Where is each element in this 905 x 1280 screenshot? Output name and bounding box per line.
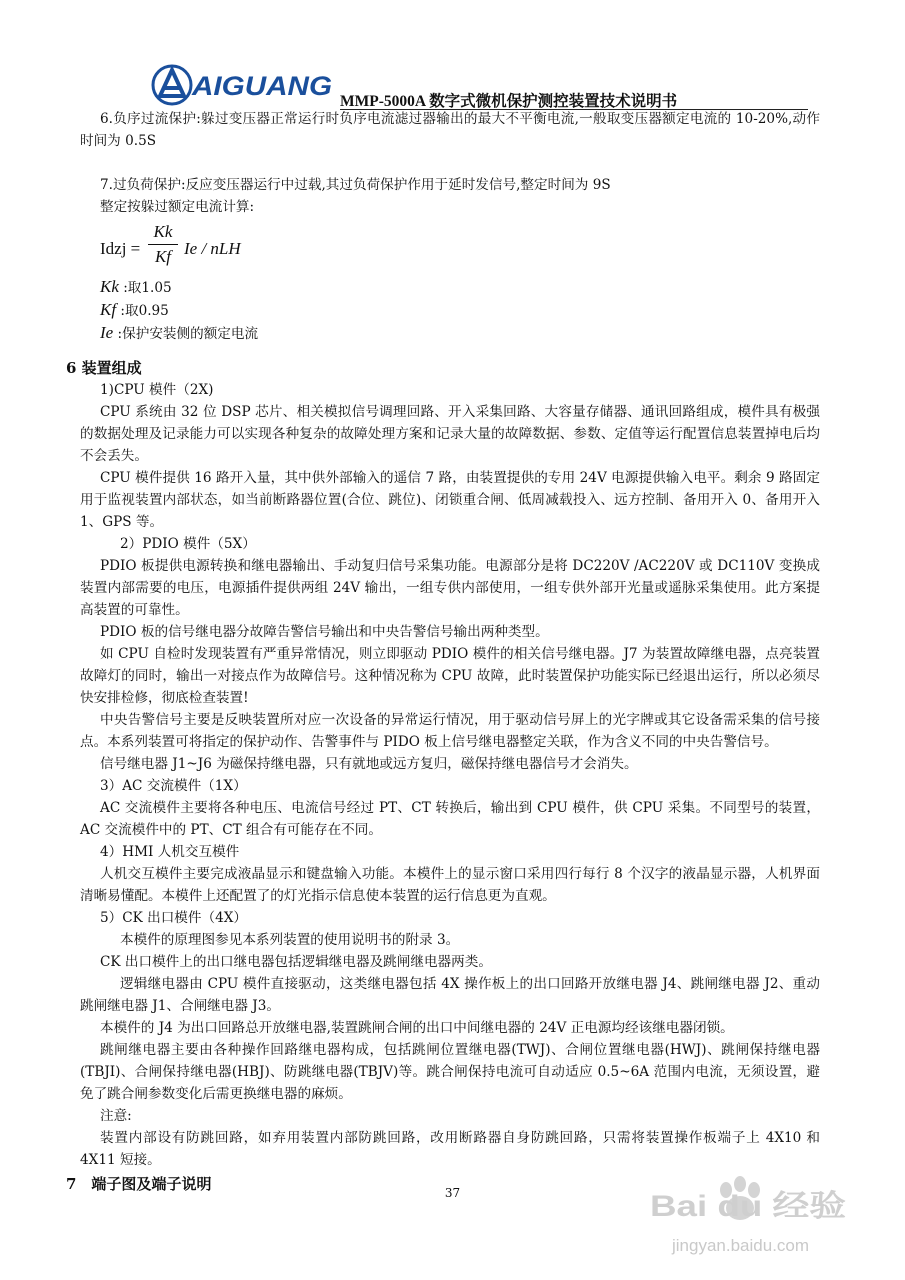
paragraph-pdio-5: 信号继电器 J1~J6 为磁保持继电器，只有就地或远方复归，磁保持继电器信号才会消失。 (100, 756, 638, 772)
paragraph-ck-3: 逻辑继电器由 CPU 模件直接驱动，这类继电器包括 4X 操作板上的出口回路开放继电器 J4、跳闸继电器 J2、重动跳闸继电器 J1、合闸继电器 J3。 (80, 976, 820, 1014)
logo-text: AIGUANG (190, 71, 332, 101)
paragraph-pdio-1: PDIO 板提供电源转换和继电器输出、手动复归信号采集功能。电源部分是将 DC220V /AC220V 或 DC110V 变换成装置内部需要的电压，电源插件提供两组 24V 输出，一组专供内部使用，一组专供外部开光量或遥脉采集使用。此方案提高装置的可靠性。 (80, 558, 820, 618)
variable-kf-symbol: Kf (100, 300, 117, 319)
formula-numerator: Kk (153, 222, 173, 241)
paragraph-pdio-4: 中央告警信号主要是反映装置所对应一次设备的异常运行情况，用于驱动信号屏上的光字牌或其它设备需采集的信号接点。本系列装置可将指定的保护动作、告警事件与 PIDO 板上信号继电器整定关联，作为含义不同的中央告警信号。 (80, 712, 820, 750)
formula-rest: Ie / nLH (184, 239, 241, 258)
formula-denominator: Kf (154, 247, 172, 266)
section-7-heading: 7 端子图及端子说明 (66, 1175, 212, 1193)
paragraph-overload-setting: 整定按躲过额定电流计算: (100, 199, 255, 215)
formula-idzj (100, 220, 820, 276)
variable-kf-desc: :取0.95 (120, 303, 169, 319)
paragraph-ck-1: 本模件的原理图参见本系列装置的使用说明书的附录 3。 (120, 932, 460, 948)
variable-kk-desc: :取1.05 (123, 280, 172, 296)
ac-module-heading: 3）AC 交流模件（1X） (100, 778, 247, 794)
watermark-brand: Bai du 经验 (650, 1190, 846, 1223)
paragraph-overload-protection: 7.过负荷保护:反应变压器运行中过载,其过负荷保护作用于延时发信号,整定时间为 9S (100, 177, 611, 193)
paragraph-ck-4: 本模件的 J4 为出口回路总开放继电器,装置跳闸合闸的出口中间继电器的 24V 正电源均经该继电器闭锁。 (100, 1020, 734, 1036)
paragraph-neg-seq-protection: 6.负序过流保护:躲过变压器正常运行时负序电流滤过器输出的最大不平衡电流,一般取变压器额定电流的 10-20%,动作时间为 0.5S (80, 111, 820, 149)
note-label: 注意: (100, 1108, 132, 1124)
cpu-module-heading: 1)CPU 模件（2X) (100, 382, 214, 398)
variable-kk (100, 276, 820, 299)
pdio-module-heading: 2）PDIO 模件（5X） (120, 536, 256, 552)
paragraph-cpu-2: CPU 模件提供 16 路开入量，其中供外部输入的遥信 7 路，由装置提供的专用 24V 电源提供输入电平。剩余 9 路固定用于监视装置内部状态，如当前断路器位置(合位、跳位)、闭锁重合闸、低周减载投入、远方控制、备用开入 0、备用开入 1、GPS 等。 (80, 470, 820, 530)
paragraph-cpu-1: CPU 系统由 32 位 DSP 芯片、相关模拟信号调理回路、开入采集回路、大容量存储器、通讯回路组成，模件具有极强的数据处理及记录能力可以实现各种复杂的故障处理方案和记录大量的故障数据、参数、定值等运行配置信息装置掉电后均不会丢失。 (80, 404, 820, 464)
ck-module-heading: 5）CK 出口模件（4X） (100, 910, 248, 926)
watermark-url: jingyan.baidu.com (672, 1236, 810, 1255)
variable-ie-symbol: Ie (100, 323, 114, 342)
paragraph-ck-2: CK 出口模件上的出口继电器包括逻辑继电器及跳闸继电器两类。 (100, 954, 492, 970)
hmi-module-heading: 4）HMI 人机交互模件 (100, 844, 240, 860)
variable-kk-symbol: Kk (100, 277, 119, 296)
variable-ie-desc: :保护安装侧的额定电流 (117, 326, 259, 342)
paragraph-pdio-3: 如 CPU 自检时发现装置有严重异常情况，则立即驱动 PDIO 模件的相关信号继电器。J7 为装置故障继电器，点亮装置故障灯的同时，输出一对接点作为故障信号。这种情况称为 CPU 故障，此时装置保护功能实际已经退出运行，所以必须尽快安排检修，彻底检查装置! (80, 646, 820, 706)
formula-lhs: Idzj = (100, 239, 141, 258)
document-body (66, 108, 820, 1195)
variable-kf (100, 299, 820, 322)
paragraph-hmi-1: 人机交互模件主要完成液晶显示和键盘输入功能。本模件上的显示窗口采用四行每行 8 个汉字的液晶显示器，人机界面清晰易懂配。本模件上还配置了的灯光指示信息使本装置的运行信息更为直观。 (80, 866, 820, 904)
page-number: 37 (444, 1186, 461, 1200)
paragraph-pdio-2: PDIO 板的信号继电器分故障告警信号输出和中央告警信号输出两种类型。 (100, 624, 549, 640)
paragraph-ck-5: 跳闸继电器主要由各种操作回路继电器构成，包括跳闸位置继电器(TWJ)、合闸位置继电器(HWJ)、跳闸保持继电器(TBJI)、合闸保持继电器(HBJ)、防跳继电器(TBJV)等。跳合闸保持电流可自动适应 0.5~6A 范围内电流，无须设置，避免了跳合闸参数变化后需更换继电器的麻烦。 (80, 1042, 820, 1102)
aiguang-logo (150, 62, 335, 108)
paragraph-note: 装置内部设有防跳回路，如弃用装置内部防跳回路，改用断路器自身防跳回路，只需将装置操作板端子上 4X10 和 4X11 短接。 (80, 1130, 820, 1168)
document-title: MMP-5000A 数字式微机保护测控装置技术说明书 (340, 93, 678, 110)
formula-fraction (148, 222, 178, 267)
paragraph-ac-1: AC 交流模件主要将各种电压、电流信号经过 PT、CT 转换后，输出到 CPU 模件，供 CPU 采集。不同型号的装置，AC 交流模件中的 PT、CT 组合有可能存在不同。 (80, 800, 820, 838)
variable-ie (100, 322, 820, 345)
section-6-heading: 6 装置组成 (66, 359, 142, 377)
